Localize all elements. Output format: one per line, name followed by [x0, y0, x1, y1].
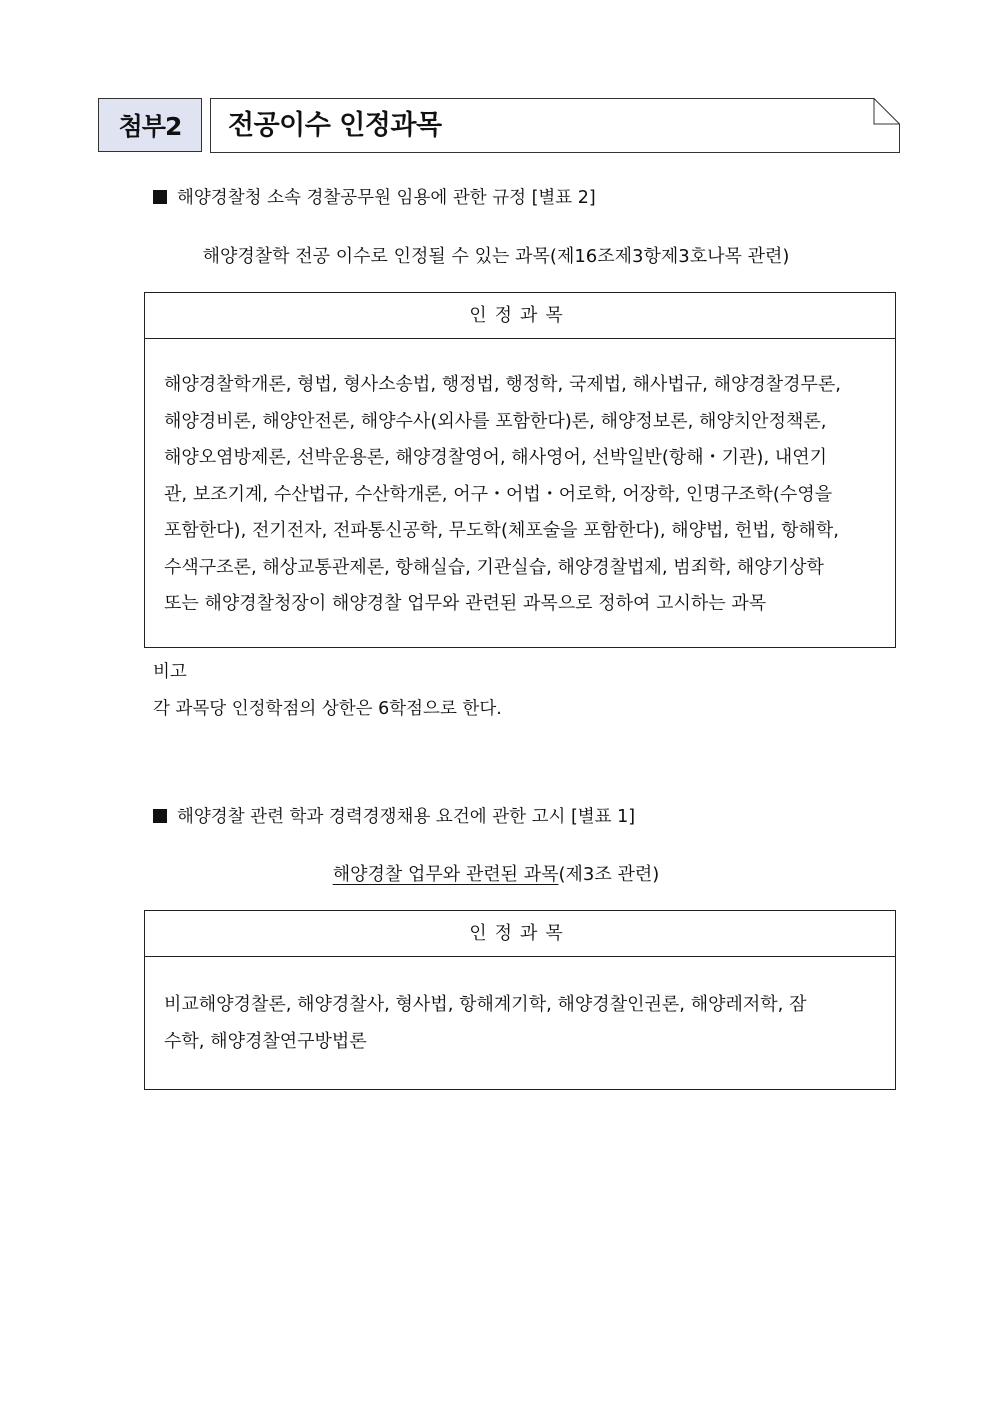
section1-table-body [145, 339, 895, 623]
section1-heading-text: 해양경찰청 소속 경찰공무원 임용에 관한 규정 [별표 2] [177, 188, 596, 208]
section1-table [144, 292, 896, 648]
subject-line: 수색구조론, 해상교통관제론, 항해실습, 기관실습, 해양경찰법제, 범죄학, 해양기상학 [164, 556, 824, 578]
subject-line: 해양오염방제론, 선박운용론, 해양경찰영어, 해사영어, 선박일반(항해・기관), 내연기 [164, 447, 828, 468]
page-title: 전공이수 인정과목 [228, 110, 442, 141]
section1-table-header: 인정과목 [145, 293, 895, 339]
note-text: 각 과목당 인정학점의 상한은 6학점으로 한다. [153, 699, 502, 719]
subject-line: 수학, 해양경찰연구방법론 [164, 1030, 367, 1052]
section2-subtitle [0, 860, 992, 886]
section2-table [144, 910, 896, 1090]
section2-subtitle-underlined: 해양경찰 업무와 관련된 과목 [332, 864, 559, 885]
subject-line: 또는 해양경찰청장이 해양경찰 업무와 관련된 과목으로 정하여 고시하는 과목 [164, 593, 767, 614]
section2-table-body [145, 957, 895, 1060]
section2-heading [153, 803, 635, 828]
title-box [210, 98, 900, 153]
section2-heading-text: 해양경찰 관련 학과 경력경쟁채용 요건에 관한 고시 [별표 1] [177, 807, 636, 827]
subject-line: 해양경찰학개론, 형법, 형사소송법, 행정법, 행정학, 국제법, 해사법규, 해양경찰경무론, [164, 374, 842, 395]
subject-line: 관, 보조기계, 수산법규, 수산학개론, 어구・어법・어로학, 어장학, 인명구조학(수영을 [164, 483, 833, 505]
section2-subtitle-rest: (제3조 관련) [558, 864, 660, 885]
subject-line: 해양경비론, 해양안전론, 해양수사(외사를 포함한다)론, 해양정보론, 해양치안정책론, [164, 410, 827, 432]
section1-heading [153, 184, 596, 209]
subject-line: 포함한다), 전기전자, 전파통신공학, 무도학(체포술을 포함한다), 해양법, 헌법, 항해학, [164, 520, 839, 541]
square-bullet-icon [153, 809, 167, 823]
section1-subtitle: 해양경찰학 전공 이수로 인정될 수 있는 과목(제16조제3항제3호나목 관련) [202, 246, 790, 267]
subject-line: 비교해양경찰론, 해양경찰사, 형사법, 항해계기학, 해양경찰인권론, 해양레저학, 잠 [164, 994, 807, 1015]
section2-table-header: 인정과목 [145, 911, 895, 957]
square-bullet-icon [153, 190, 167, 204]
attachment-badge [98, 98, 202, 152]
note-label: 비고 [153, 662, 187, 682]
attachment-badge-label: 첨부2 [118, 112, 182, 141]
